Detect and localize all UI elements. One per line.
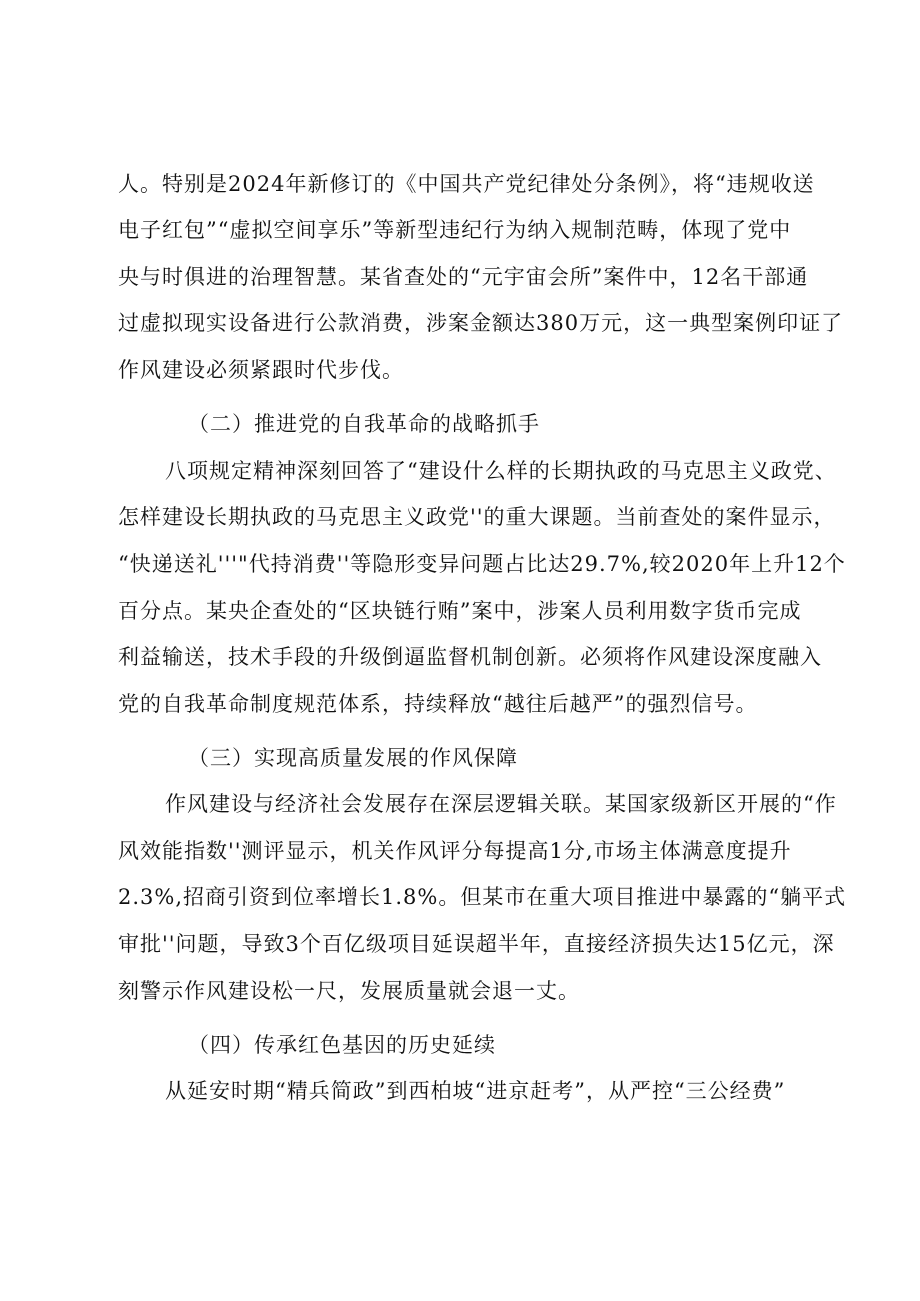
paragraph-line: “快递送礼'''"代持消费''等隐形变异问题占比达29.7%,较2020年上升12个 [118,552,846,576]
paragraph-line: 作风建设必须紧跟时代步伐。 [118,358,404,382]
section-heading-3: （三）实现高质量发展的作风保障 [188,746,518,770]
paragraph-line: 党的自我革命制度规范体系，持续释放“越往后越严”的强烈信号。 [118,692,758,716]
paragraph-line: 审批''问题，导致3个百亿级项目延误超半年，直接经济损失达15亿元，深 [118,932,835,956]
paragraph-line: 刻警示作风建设松一尺，发展质量就会退一丈。 [118,979,580,1003]
paragraph-line: 央与时俱进的治理智慧。某省查处的“元宇宙会所”案件中，12名干部通 [118,265,809,289]
paragraph-line: 过虚拟现实设备进行公款消费，涉案金额达380万元，这一典型案例印证了 [118,311,844,335]
paragraph-line: 怎样建设长期执政的马克思主义政党''的重大课题。当前查处的案件显示， [118,505,836,529]
paragraph-line: 从延安时期“精兵简政”到西柏坡“进京赶考”，从严控“三公经费” [165,1079,786,1103]
paragraph-line: 利益输送，技术手段的升级倒逼监督机制创新。必须将作风建设深度融入 [118,645,822,669]
paragraph-line: 作风建设与经济社会发展存在深层逻辑关联。某国家级新区开展的“作 [165,792,837,816]
paragraph-line: 风效能指数''测评显示，机关作风评分每提高1分,市场主体满意度提升 [118,839,792,863]
paragraph-line: 电子红包”“虚拟空间享乐”等新型违纪行为纳入规制范畴，体现了党中 [118,218,792,242]
section-heading-4: （四）传承红色基因的历史延续 [188,1033,496,1057]
paragraph-line: 2.3%,招商引资到位率增长1.8%。但某市在重大项目推进中暴露的“躺平式 [118,885,847,909]
section-heading-2: （二）推进党的自我革命的战略抓手 [188,412,540,436]
paragraph-line: 百分点。某央企查处的“区块链行贿”案中，涉案人员利用数字货币完成 [118,599,802,623]
paragraph-line: 八项规定精神深刻回答了“建设什么样的长期执政的马克思主义政党、 [165,459,837,483]
paragraph-line: 人。特别是2024年新修订的《中国共产党纪律处分条例》，将“违规收送 [118,172,815,196]
